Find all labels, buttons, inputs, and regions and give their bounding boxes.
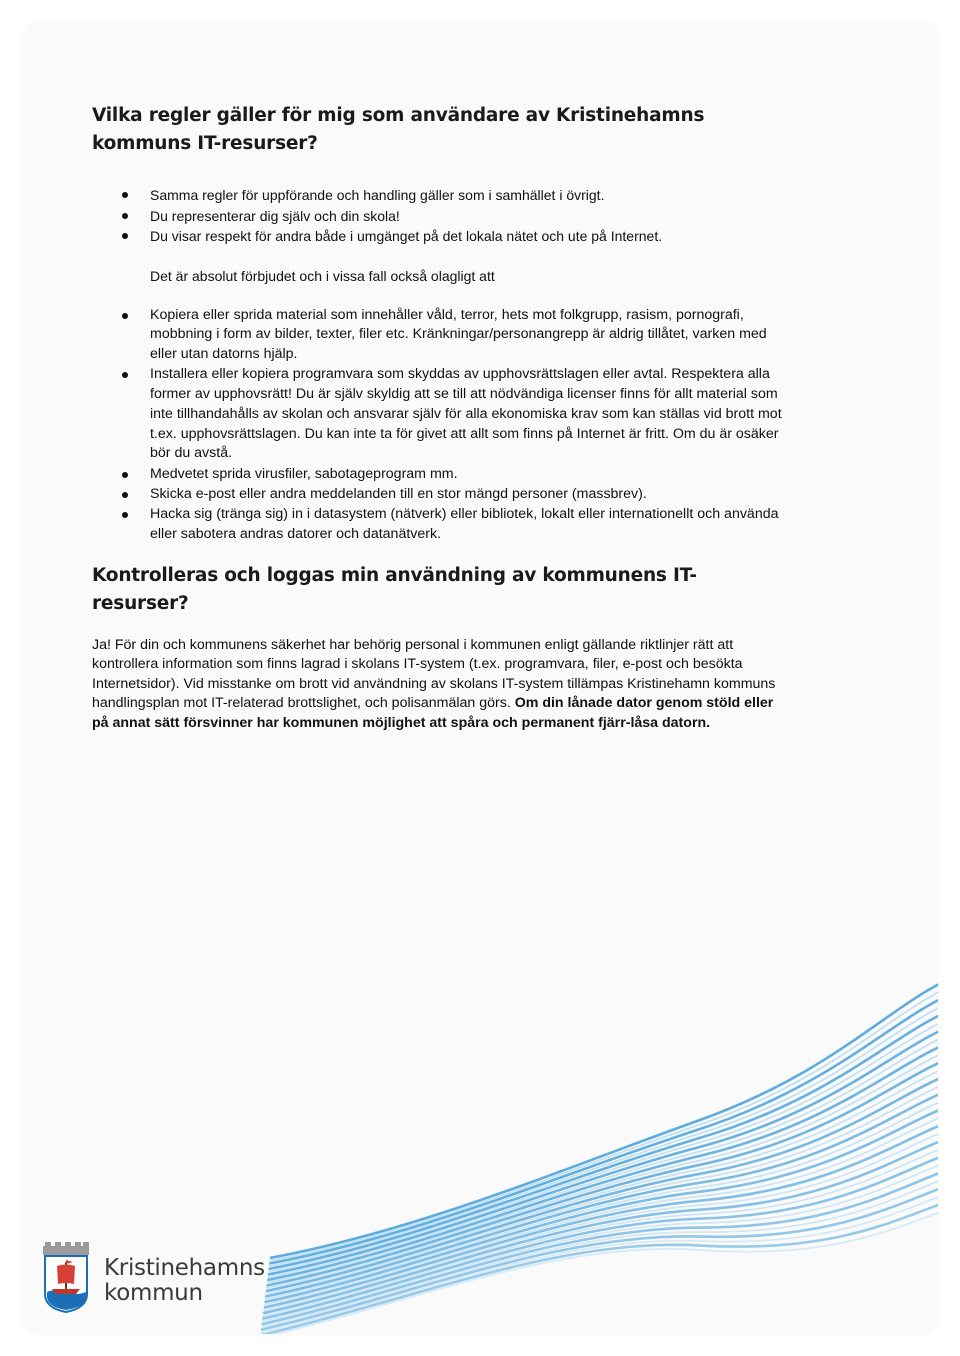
- answer-paragraph: Ja! För din och kommunens säkerhet har behörig personal i kommunen enligt gällande riktlinjer rätt att kontrollera information som finns lagrad i skolans IT-system (t.ex. programvara, filer, e-post och besökta Internetsidor). Vid misstanke om brott vid användning av skolans IT-system tillämpas Kristinehamn kommuns handlingsplan mot IT-relaterad brottslighet, och polisanmälan görs. Om din lånade dator genom stöld eller på annat sätt försvinner har kommunen möjlighet att spåra och permanent fjärr-låsa datorn.: [92, 636, 776, 731]
- bullet-icon: [122, 372, 128, 378]
- bullet-icon: [122, 213, 128, 219]
- list-item: Skicka e-post eller andra meddelanden till en stor mängd personer (massbrev).: [92, 485, 782, 505]
- answer-bold-text: Om din lånade dator genom stöld eller på annat sätt försvinner har kommunen möjlighet att spåra och permanent fjärr-låsa datorn.: [92, 695, 774, 731]
- list-item: Samma regler för uppförande och handling gäller som i samhället i övrigt.: [92, 185, 782, 206]
- bullet-icon: [122, 472, 128, 478]
- logo-line-2: kommun: [104, 1280, 203, 1306]
- list-item: Du visar respekt för andra både i umgänget på det lokala nätet och ute på Internet.: [92, 226, 782, 247]
- section-heading: Kontrolleras och loggas min användning av kommunens IT-resurser?: [92, 564, 697, 614]
- list-item: Hacka sig (tränga sig) in i datasystem (nätverk) eller bibliotek, lokalt eller internationellt och använda eller sabotera andras datorer och datanätverk.: [92, 505, 782, 545]
- organization-logo-text: [104, 1256, 265, 1306]
- bullet-icon: [122, 492, 128, 498]
- bullet-icon: [122, 512, 128, 518]
- bullet-icon: [122, 233, 128, 239]
- list-item: Installera eller kopiera programvara som skyddas av upphovsrättslagen eller avtal. Respektera alla former av upphovsrätt! Du är själv skyldig att se till att nödvändiga licenser finns för allt material som inte tillhandahålls av skolan och ansvarar själv för alla ekonomiska krav som kan ställas vid brott mot t.ex. upphovsrättslagen. Du kan inte ta för givet att allt som finns på Internet är fritt. Om du är osäker bör du avstå.: [92, 365, 782, 464]
- document-body: [92, 102, 782, 748]
- bullet-icon: [122, 313, 128, 319]
- forbidden-list: [92, 306, 782, 545]
- list-item: Du representerar dig själv och din skola!: [92, 206, 782, 227]
- list-item: Kopiera eller sprida material som innehåller våld, terror, hets mot folkgrupp, rasism, pornografi, mobbning i form av bilder, texter, filer etc. Kränkningar/personangrepp är aldrig tillåtet, varken med eller utan datorns hjälp.: [92, 306, 782, 365]
- bullet-icon: [122, 192, 128, 198]
- logo-line-1: Kristinehamns: [104, 1255, 265, 1281]
- general-rules-list: [92, 185, 782, 247]
- forbidden-intro: Det är absolut förbjudet och i vissa fall också olagligt att: [150, 267, 495, 284]
- list-item: Medvetet sprida virusfiler, sabotageprogram mm.: [92, 465, 782, 485]
- main-heading: Vilka regler gäller för mig som användare av Kristinehamns kommuns IT-resurser?: [92, 105, 705, 154]
